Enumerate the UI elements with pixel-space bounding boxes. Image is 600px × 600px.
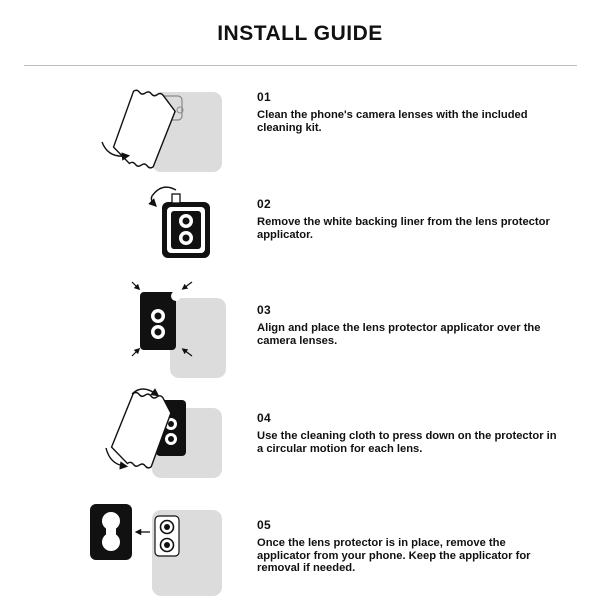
step-description: Align and place the lens protector applicator over the camera lenses. [257,322,541,347]
step-5 [0,496,600,596]
wipe-cloth-icon [80,82,240,182]
step-description: Clean the phone's camera lenses with the included cleaning kit. [257,109,528,134]
step-description: Remove the white backing liner from the lens protector applicator. [257,216,550,241]
step-description: Once the lens protector is in place, remove the applicator from your phone. Keep the applicator for removal if needed. [257,537,531,574]
step-3 [0,278,600,378]
remove-liner-icon [80,180,240,280]
step-number: 04 [257,411,271,425]
step-number: 01 [257,90,271,104]
press-cloth-icon [80,378,240,478]
step-number: 03 [257,303,271,317]
step-description: Use the cleaning cloth to press down on the protector in a circular motion for each lens. [257,430,557,455]
align-applicator-icon [80,278,240,378]
step-2 [0,180,600,280]
step-1 [0,82,600,182]
step-number: 02 [257,197,271,211]
page-title: INSTALL GUIDE [217,22,383,45]
divider [24,65,577,66]
step-number: 05 [257,518,271,532]
remove-applicator-icon [80,496,240,596]
step-4 [0,378,600,478]
